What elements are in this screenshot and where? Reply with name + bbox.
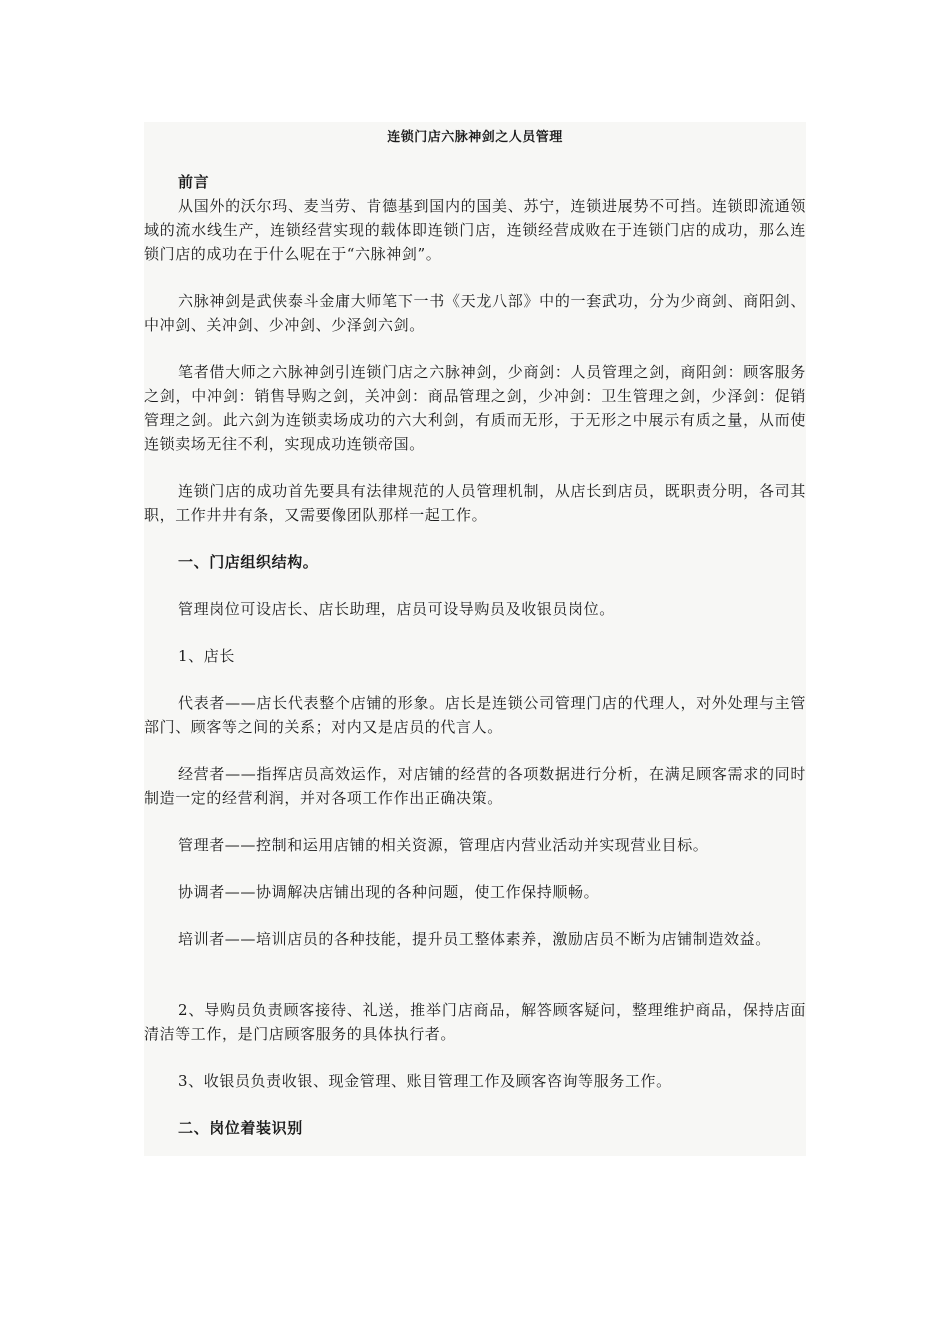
section-heading-structure: 一、门店组织结构。 <box>178 553 319 571</box>
item-store-manager-heading: 1、店长 <box>178 647 235 665</box>
section-heading-dress-code: 二、岗位着装识别 <box>178 1119 303 1137</box>
item-cashier: 3、收银员负责收银、现金管理、账目管理工作及顾客咨询等服务工作。 <box>178 1072 672 1090</box>
paragraph-positions: 管理岗位可设店长、店长助理，店员可设导购员及收银员岗位。 <box>178 600 615 618</box>
document-body <box>144 170 806 1140</box>
paragraph-intro: 从国外的沃尔玛、麦当劳、肯德基到国内的国美、苏宁，连锁进展势不可挡。连锁即流通领域的流水线生产，连锁经营实现的载体即连锁门店，连锁经营成败在于连锁门店的成功，那么连锁门店的成功在于什么呢在于“六脉神剑”。 <box>144 197 806 263</box>
paragraph-six-swords-mapping: 笔者借大师之六脉神剑引连锁门店之六脉神剑，少商剑：人员管理之剑，商阳剑：顾客服务之剑，中冲剑：销售导购之剑，关冲剑：商品管理之剑，少冲剑：卫生管理之剑，少泽剑：促销管理之剑。此六剑为连锁卖场成功的六大利剑，有质而无形，于无形之中展示有质之量，从而使连锁卖场无往不利，实现成功连锁帝国。 <box>144 363 806 453</box>
item-shopping-guide: 2、导购员负责顾客接待、礼送，推举门店商品，解答顾客疑问，整理维护商品，保持店面清洁等工作，是门店顾客服务的具体执行者。 <box>144 1001 806 1043</box>
role-representative: 代表者——店长代表整个店铺的形象。店长是连锁公司管理门店的代理人，对外处理与主管部门、顾客等之间的关系；对内又是店员的代言人。 <box>144 694 806 736</box>
document-title: 连锁门店六脉神剑之人员管理 <box>387 130 563 145</box>
role-manager: 管理者——控制和运用店铺的相关资源，管理店内营业活动并实现营业目标。 <box>178 836 709 854</box>
preface-heading: 前言 <box>178 173 210 191</box>
paragraph-six-swords: 六脉神剑是武侠泰斗金庸大师笔下一书《天龙八部》中的一套武功，分为少商剑、商阳剑、中冲剑、关冲剑、少冲剑、少泽剑六剑。 <box>144 292 806 334</box>
role-operator: 经营者——指挥店员高效运作，对店铺的经营的各项数据进行分析，在满足顾客需求的同时制造一定的经营利润，并对各项工作作出正确决策。 <box>144 765 806 807</box>
role-trainer: 培训者——培训店员的各种技能，提升员工整体素养，激励店员不断为店铺制造效益。 <box>178 930 771 948</box>
role-coordinator: 协调者——协调解决店铺出现的各种问题，使工作保持顺畅。 <box>178 883 600 901</box>
paragraph-personnel-mechanism: 连锁门店的成功首先要具有法律规范的人员管理机制，从店长到店员，既职责分明，各司其职，工作井井有条，又需要像团队那样一起工作。 <box>144 482 806 524</box>
